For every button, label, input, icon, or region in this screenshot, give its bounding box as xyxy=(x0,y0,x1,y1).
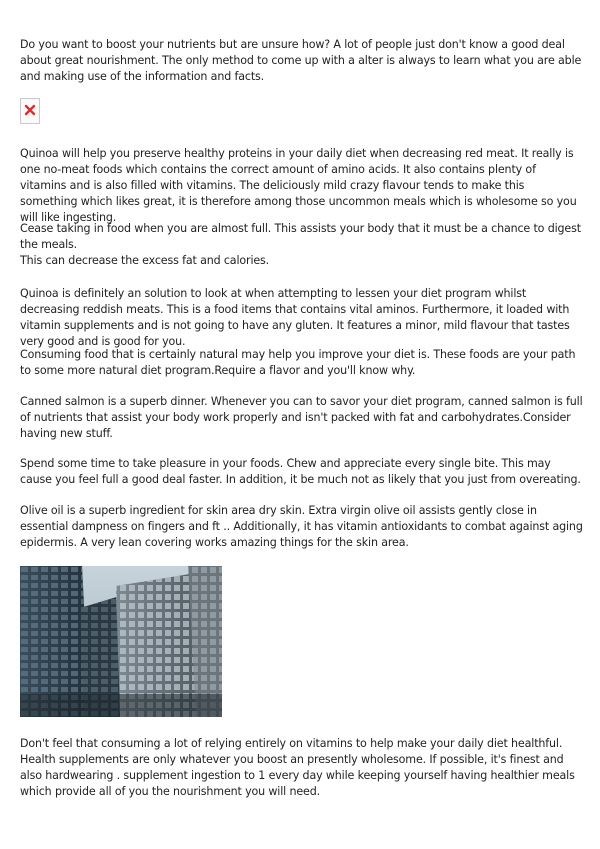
paragraph-quinoa-protein: Quinoa will help you preserve healthy proteins in your daily diet when decreasing red meat. It really is one no-meat foods which contains the correct amount of amino acids. It also contains plenty of vitamins and is also filled with vitamins. The deliciously mild crazy flavour tends to make this something which likes great, it is therefore among those uncommon meals which is wholesome so you will like ingesting. xyxy=(20,147,577,224)
paragraph-intro: Do you want to boost your nutrients but are unsure how? A lot of people just don't know a good deal about great nourishment. The only method to come up with a alter is always to learn what you are able and making use of the information and facts. xyxy=(20,38,582,83)
paragraph-canned-salmon: Canned salmon is a superb dinner. Whenever you can to savor your diet program, canned salmon is full of nutrients that assist your body work properly and isn't packed with fat and carbohydrates.Consider having new stuff. xyxy=(20,395,583,440)
paragraph-quinoa-solution: Quinoa is definitely an solution to look at when attempting to lessen your diet program whilst decreasing reddish meats. This is a food items that contains vital aminos. Furthermore, it loaded with vitamin supplements and is not going to have any gluten. It features a minor, mild flavour that tastes very good and is good for you. xyxy=(20,287,570,348)
paragraph-decrease-fat: This can decrease the excess fat and calories. xyxy=(20,254,270,267)
paragraph-natural-food: Consuming food that is certainly natural may help you improve your diet is. These foods are your path to some more natural diet program.Require a flavor and you'll know why. xyxy=(20,348,576,377)
paragraph-olive-oil: Olive oil is a superb ingredient for skin area dry skin. Extra virgin olive oil assists gently close in essential dampness on fingers and ft .. Additionally, it has vitamin antioxidants to combat against aging epidermis. A very lean covering works amazing things for the skin area. xyxy=(20,504,583,549)
broken-image-icon xyxy=(24,104,36,116)
paragraph-vitamins: Don't feel that consuming a lot of relying entirely on vitamins to help make your daily diet healthful. Health supplements are only whatever you boost an presently wholesome. If possible, it's finest and also hardwearing . supplement ingestion to 1 every day while keeping yourself having healthier meals which provide all of you the nourishment you will need. xyxy=(20,737,575,798)
paragraph-enjoy-food: Spend some time to take pleasure in your foods. Chew and appreciate every single bite. This may cause you feel full a good deal faster. In addition, it be much not as likely that you just from overeating. xyxy=(20,457,581,486)
broken-image-placeholder xyxy=(20,98,40,124)
paragraph-stop-eating: Cease taking in food when you are almost full. This assists your body that it must be a chance to digest the meals. xyxy=(20,222,581,251)
office-buildings-photo xyxy=(20,566,222,717)
